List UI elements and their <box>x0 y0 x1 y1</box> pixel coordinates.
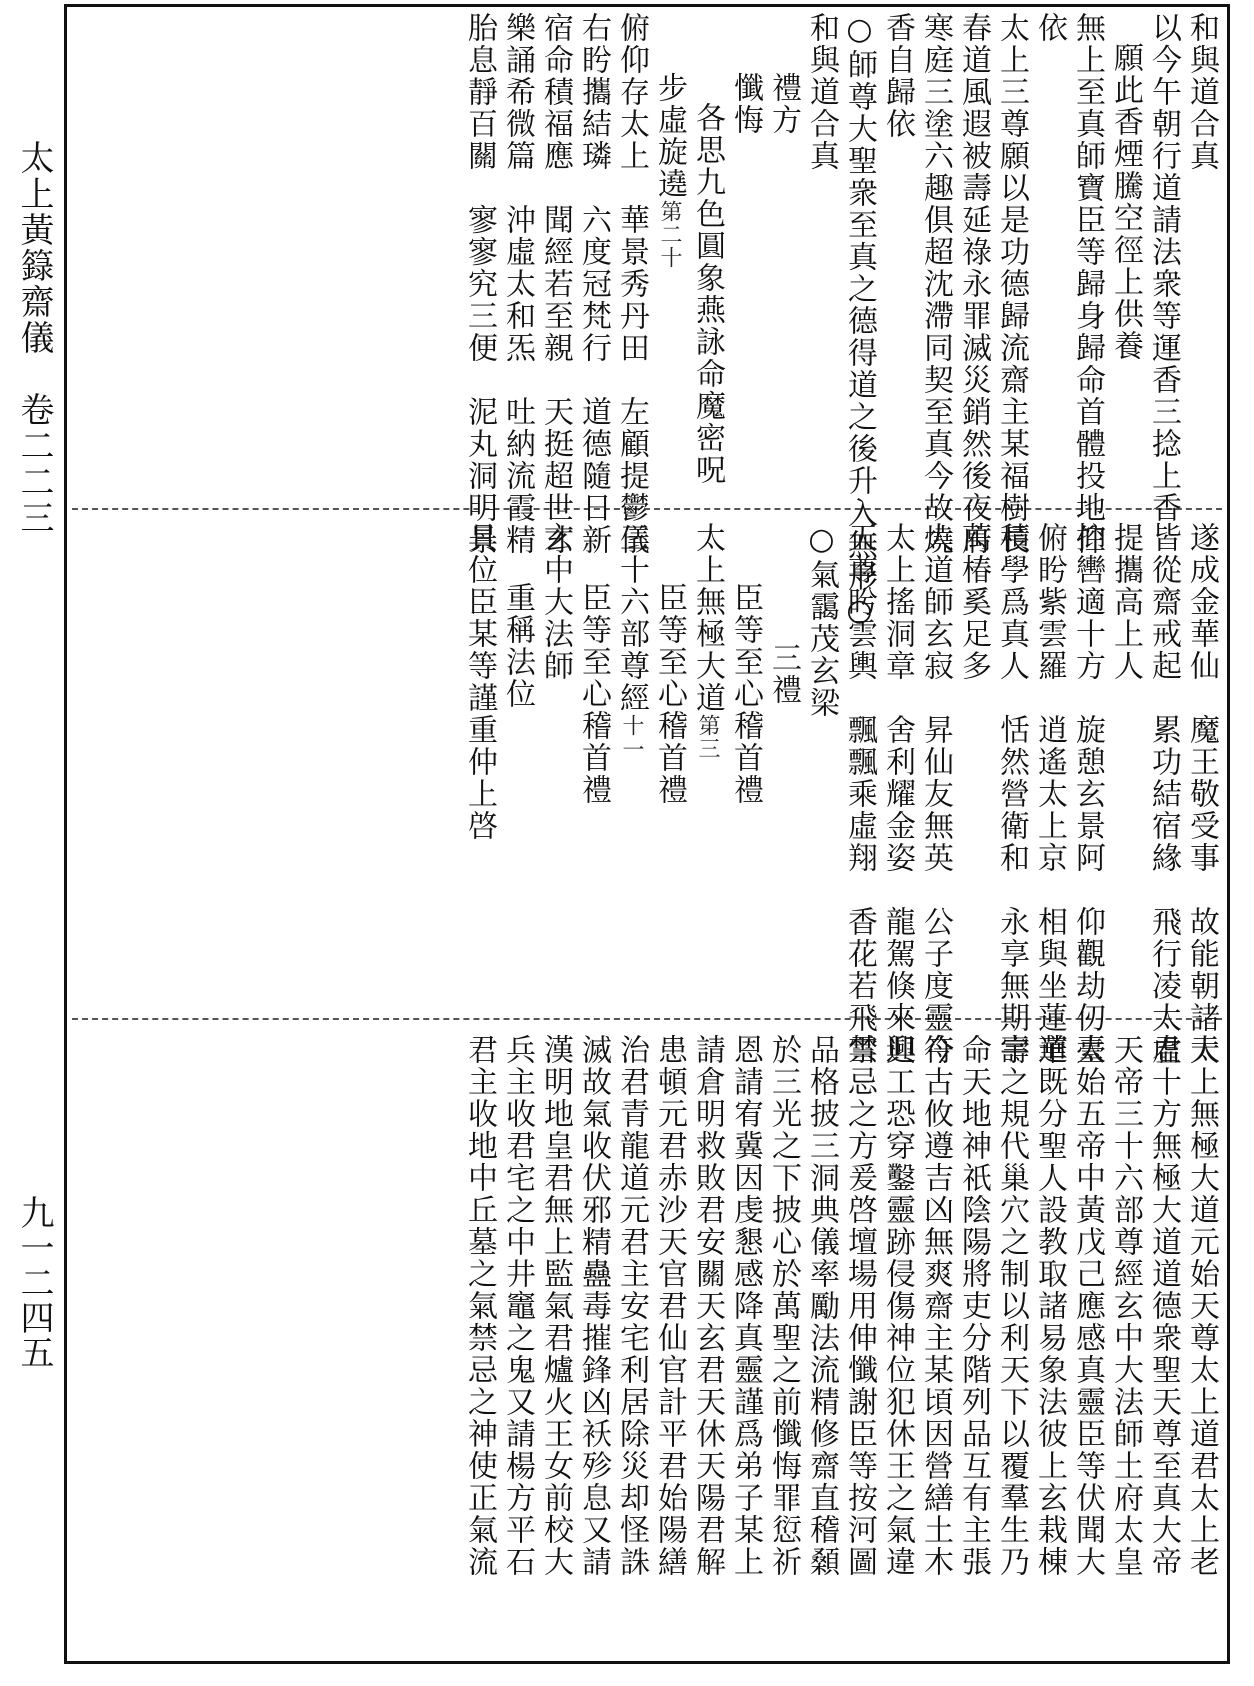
text-column: 香自歸依 <box>880 12 915 140</box>
text-column <box>688 522 726 1012</box>
text-column: 無上至真師寶臣等歸身歸命首體投地仰 <box>1070 12 1105 556</box>
text-column: 今古攸遵吉凶無爽齋主某頃因營繕土木 <box>918 1034 953 1578</box>
text-column: 天帝三十六部尊經玄中大法師土府太皇 <box>1108 1034 1143 1578</box>
text-column: 兵主收君宅之中井竈之鬼又請楊方平石 <box>500 1034 535 1578</box>
text-column: 春道風遐被壽延祿永罪滅災銷然後夜府 <box>956 12 991 556</box>
text-column: 滅故氣收伏邪精蠱毒摧鋒凶袄殄息又請 <box>576 1034 611 1578</box>
text-column: 太上三尊願以是功德歸流齋主某福樹長 <box>994 12 1029 556</box>
text-column: 漢明地皇君無上監氣君爐火王女前校大 <box>538 1034 573 1578</box>
text-column: 樂誦希微篇 沖虛太和炁 吐納流霞精 <box>500 12 535 556</box>
book-title-margin: 太上黃籙齋儀 卷二二三 <box>14 140 54 536</box>
text-column: 宇之規代巢穴之制以利天下以覆羣生乃 <box>994 1034 1029 1578</box>
text-segment: 步虛旋遶 <box>652 72 687 200</box>
text-column: 各思九色圓象燕詠命魔密呪 <box>690 102 725 486</box>
text-column: 重稱法位 <box>500 582 535 710</box>
text-column: 俯盻紫雲羅 逍遙太上京 相與坐蓮華 <box>1032 522 1067 1066</box>
text-column: 恩請宥冀因虔懇感降真靈謹爲弟子某上 <box>728 1034 763 1578</box>
text-column <box>612 522 650 1012</box>
text-column: 具位臣某等謹重仲上啓 <box>462 522 497 842</box>
text-column: 三禮 <box>766 642 801 706</box>
text-column: 於三光之下披心於萬聖之前懺悔罪愆祈 <box>766 1034 801 1578</box>
text-column: 興工恐穿鑿靈跡侵傷神位犯休王之氣違 <box>880 1034 915 1578</box>
text-column: 臣等至心稽首禮 <box>728 582 763 806</box>
text-column: 天尊盻雲輿 飄飄乘虛翔 香花若飛雪 <box>842 522 877 1066</box>
text-column: 右盻攜結璘 六度冠梵行 道德隨日新 <box>576 12 611 556</box>
text-column: 提攜高上人 <box>1108 522 1143 682</box>
section-note: 第三 <box>695 714 720 760</box>
text-column: 玄中大法師 <box>538 522 573 682</box>
text-section-middle <box>74 522 1220 1066</box>
text-column: 大道師玄寂 昇仙友無英 公子度靈符 <box>918 522 953 1066</box>
text-column: 胎息靜百關 寥寥究三便 泥丸洞明景 <box>462 12 497 556</box>
text-column: 萬椿奚足多 <box>956 522 991 682</box>
text-column: 道既分聖人設教取諸易象法彼上玄栽棟 <box>1032 1034 1067 1578</box>
section-count: 十 <box>657 246 682 270</box>
text-column: 遂成金華仙 魔王敬受事 故能朝諸天 <box>1184 522 1219 1066</box>
text-column: 太上無極大道元始天尊太上道君太上老 <box>1184 1034 1219 1578</box>
text-column: 品格披三洞典儀率勵法流精修齋直稽顙 <box>804 1034 839 1578</box>
text-column: 臣等至心稽首禮 <box>652 582 687 806</box>
text-column: 禁忌之方爰啓壇場用伸懺謝臣等按河圖 <box>842 1034 877 1578</box>
text-column: 君十方無極大道道德衆聖天尊至真大帝 <box>1146 1034 1181 1578</box>
page-number-margin: 九一二四五 <box>14 1195 54 1370</box>
text-column: 依 <box>1032 12 1067 44</box>
text-column: 宿命積福應 聞經若至親 天挺超世才 <box>538 12 573 556</box>
text-segment: 太上無極大道 <box>690 522 725 714</box>
text-column: 積學爲真人 恬然營衛和 永享無期壽 <box>994 522 1029 1066</box>
text-column: 和與道合真 <box>804 12 839 172</box>
text-segment: 三十六部尊經 <box>614 522 649 714</box>
text-column: ○師尊大聖衆至真之德得道之後升入無形○ <box>842 12 877 630</box>
text-column: 願此香煙騰空徑上供養 <box>1108 42 1143 362</box>
text-column: 寒庭三塗六趣俱超沈滯同契至真今故燒 <box>918 12 953 556</box>
text-column: 懺悔 <box>728 72 763 136</box>
text-column: 請倉明救敗君安關天玄君天休天陽君解 <box>690 1034 725 1578</box>
text-column: 治君青龍道元君主安宅利居除災却怪誅 <box>614 1034 649 1578</box>
text-column: 患頓元君赤沙天官君仙官計平君始陽繕 <box>652 1034 687 1578</box>
text-column: 以今午朝行道請法衆等運香三捻上香 <box>1146 12 1181 524</box>
text-column: 禮方 <box>766 72 801 136</box>
text-section-bottom <box>74 1034 1220 1654</box>
text-column: 命天地神祇陰陽將吏分階列品互有主張 <box>956 1034 991 1578</box>
section-count: 十一 <box>619 714 644 762</box>
text-column: 臣等至心稽首禮 <box>576 582 611 806</box>
text-column: 控轡適十方 旋憩玄景阿 仰觀劫仞臺 <box>1070 522 1105 1066</box>
text-column <box>650 12 688 502</box>
text-column: 君主收地中丘墓之氣禁忌之神使正氣流 <box>462 1034 497 1578</box>
text-column: 俯仰存太上 華景秀丹田 左顧提鬱儀 <box>614 12 649 556</box>
text-column: ○氣靄茂玄梁 <box>804 522 839 719</box>
section-note: 第二 <box>657 200 682 246</box>
text-column: 太上搖洞章 舍利耀金姿 龍駕倏來迎 <box>880 522 915 1066</box>
text-column: 和與道合真 <box>1184 12 1219 172</box>
text-column: 太始五帝中黃戊己應感真靈臣等伏聞大 <box>1070 1034 1105 1578</box>
text-column: 皆從齋戒起 累功結宿緣 飛行凌太虛 <box>1146 522 1181 1066</box>
